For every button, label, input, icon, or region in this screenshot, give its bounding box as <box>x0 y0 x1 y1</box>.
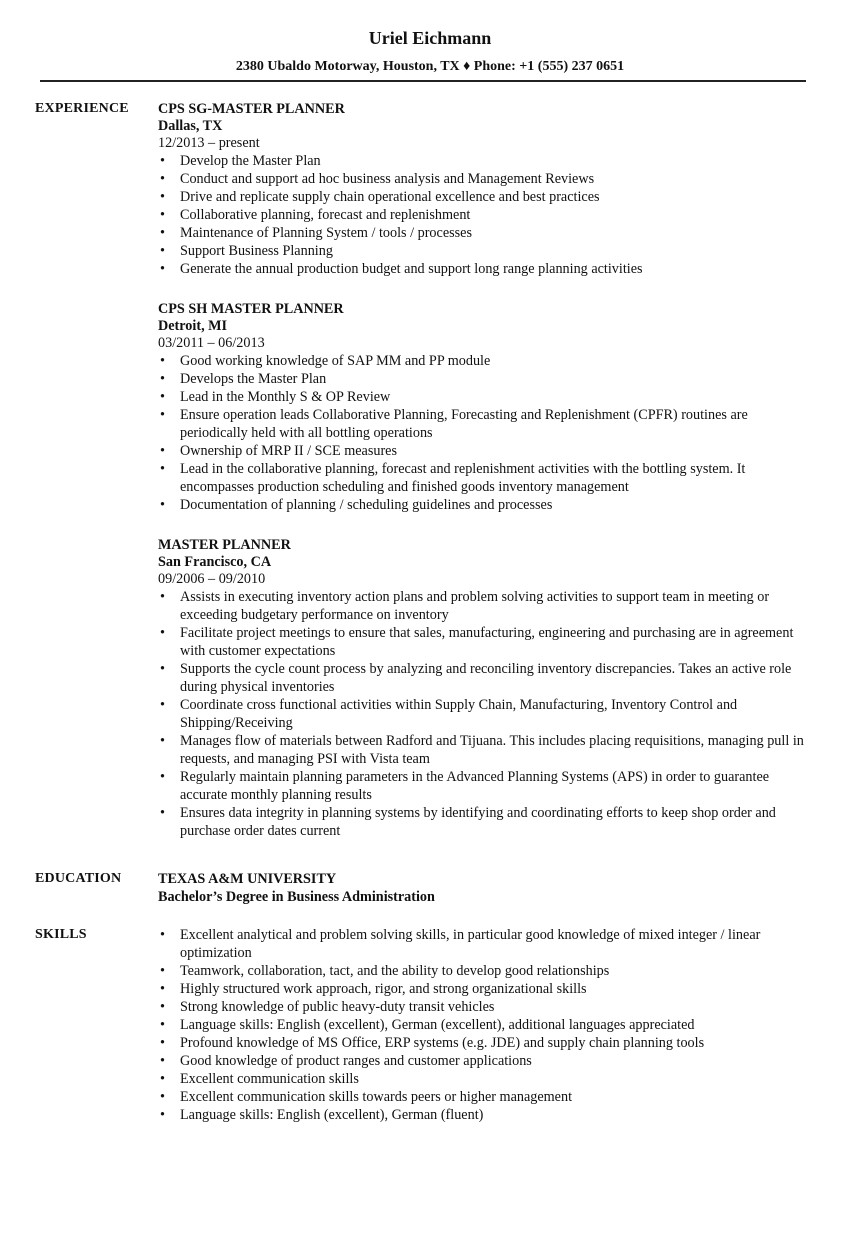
job-bullet: • Ensures data integrity in planning systems by identifying and coordinating efforts to keep shop order and purchase order dates current <box>158 804 818 840</box>
job-bullet: • Generate the annual production budget and support long range planning activities <box>158 260 818 278</box>
job-bullet: • Ensure operation leads Collaborative Planning, Forecasting and Replenishment (CPFR) routines are periodically held with all bottling operations <box>158 406 818 442</box>
job-bullet: • Assists in executing inventory action plans and problem solving activities to support team in meeting or exceeding budgetary performance on inventory <box>158 588 818 624</box>
job-title: MASTER PLANNER <box>158 537 291 553</box>
job-entry <box>158 300 818 514</box>
job-bullet: • Drive and replicate supply chain operational excellence and best practices <box>158 188 818 206</box>
resume-header <box>0 0 860 76</box>
job-bullet: • Supports the cycle count process by analyzing and reconciling inventory discrepancies. Takes an active role during physical inventories <box>158 660 818 696</box>
header-divider <box>40 80 806 82</box>
job-title: CPS SG-MASTER PLANNER <box>158 101 345 117</box>
job-bullets <box>158 152 818 278</box>
degree: Bachelor’s Degree in Business Administration <box>158 889 435 905</box>
skill-item: • Good knowledge of product ranges and customer applications <box>158 1052 818 1070</box>
job-bullet: • Conduct and support ad hoc business analysis and Management Reviews <box>158 170 818 188</box>
job-bullet: • Maintenance of Planning System / tools / processes <box>158 224 818 242</box>
job-bullet: • Documentation of planning / scheduling guidelines and processes <box>158 496 818 514</box>
skills-section <box>0 926 860 1124</box>
skill-item: • Highly structured work approach, rigor, and strong organizational skills <box>158 980 818 998</box>
skill-item: • Excellent communication skills towards peers or higher management <box>158 1088 818 1106</box>
education-section <box>0 870 860 906</box>
job-bullets <box>158 352 818 514</box>
job-dates: 12/2013 – present <box>158 135 260 151</box>
skills-list <box>158 926 818 1124</box>
job-location: Detroit, MI <box>158 318 228 334</box>
section-title-experience: EXPERIENCE <box>35 101 129 116</box>
experience-body <box>158 100 818 840</box>
section-title-education: EDUCATION <box>35 871 122 886</box>
job-bullet: • Regularly maintain planning parameters in the Advanced Planning Systems (APS) in order to guarantee accurate monthly planning results <box>158 768 818 804</box>
job-bullet: • Collaborative planning, forecast and replenishment <box>158 206 818 224</box>
job-bullet: • Lead in the Monthly S & OP Review <box>158 388 818 406</box>
job-bullet: • Support Business Planning <box>158 242 818 260</box>
job-bullet: • Develop the Master Plan <box>158 152 818 170</box>
skill-item: • Profound knowledge of MS Office, ERP systems (e.g. JDE) and supply chain planning tools <box>158 1034 818 1052</box>
education-body <box>158 870 818 906</box>
experience-section <box>0 100 860 840</box>
skill-item: • Excellent analytical and problem solving skills, in particular good knowledge of mixed integer / linear optimization <box>158 926 818 962</box>
job-dates: 03/2011 – 06/2013 <box>158 335 265 351</box>
job-bullet: • Facilitate project meetings to ensure that sales, manufacturing, engineering and purchasing are in agreement with customer expectations <box>158 624 818 660</box>
candidate-name: Uriel Eichmann <box>368 28 492 48</box>
job-bullet: • Lead in the collaborative planning, forecast and replenishment activities with the bottling system. It encompasses production scheduling and finished goods inventory management <box>158 460 818 496</box>
job-location: San Francisco, CA <box>158 554 272 570</box>
school-name: TEXAS A&M UNIVERSITY <box>158 871 337 887</box>
skill-item: • Language skills: English (excellent), German (excellent), additional languages appreciated <box>158 1016 818 1034</box>
skill-item: • Excellent communication skills <box>158 1070 818 1088</box>
job-dates: 09/2006 – 09/2010 <box>158 571 266 587</box>
skill-item: • Teamwork, collaboration, tact, and the ability to develop good relationships <box>158 962 818 980</box>
skill-item: • Strong knowledge of public heavy-duty transit vehicles <box>158 998 818 1016</box>
skills-body <box>158 926 818 1124</box>
job-entry <box>158 536 818 840</box>
job-bullet: • Manages flow of materials between Radford and Tijuana. This includes placing requisitions, managing pull in requests, and managing PSI with Vista team <box>158 732 818 768</box>
contact-line: 2380 Ubaldo Motorway, Houston, TX ♦ Phone: +1 (555) 237 0651 <box>235 59 625 74</box>
skill-item: • Language skills: English (excellent), German (fluent) <box>158 1106 818 1124</box>
section-title-skills: SKILLS <box>35 927 87 942</box>
job-bullet: • Good working knowledge of SAP MM and PP module <box>158 352 818 370</box>
job-entry <box>158 100 818 278</box>
job-bullet: • Develops the Master Plan <box>158 370 818 388</box>
job-title: CPS SH MASTER PLANNER <box>158 301 344 317</box>
job-bullets <box>158 588 818 840</box>
job-bullet: • Coordinate cross functional activities within Supply Chain, Manufacturing, Inventory Control and Shipping/Receiving <box>158 696 818 732</box>
job-bullet: • Ownership of MRP II / SCE measures <box>158 442 818 460</box>
job-location: Dallas, TX <box>158 118 223 134</box>
